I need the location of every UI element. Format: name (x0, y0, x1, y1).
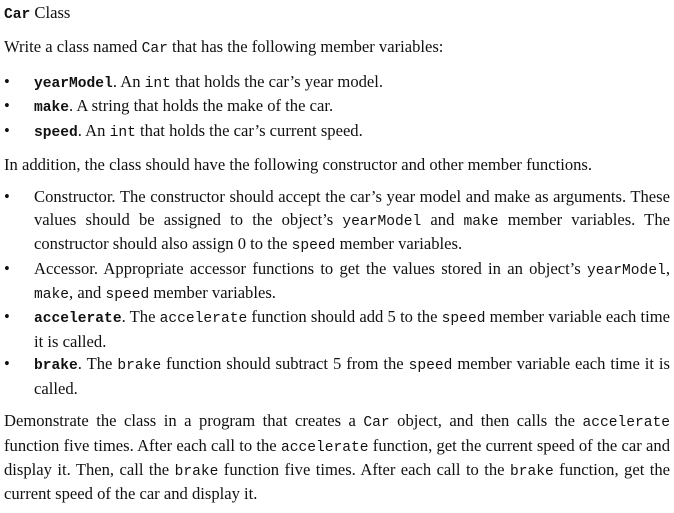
closing-text: Demonstrate the class in a program that creates a (4, 411, 364, 431)
member-type: int (144, 75, 171, 92)
member-text-end: that holds the car’s current speed. (135, 120, 363, 140)
function-text: Appropriate accessor functions to get the values stored in an object’s (98, 258, 588, 278)
code-term: speed (291, 238, 336, 255)
function-label: Constructor. (34, 187, 116, 207)
code-term: speed (408, 358, 453, 375)
bullet-icon: • (4, 354, 10, 374)
code-term: make (34, 287, 70, 304)
function-text: and (421, 209, 464, 229)
code-term: brake (174, 463, 219, 480)
middle-paragraph: In addition, the class should have the following constructor and other member functions. (4, 155, 593, 175)
intro-code: Car (141, 41, 168, 58)
list-item (4, 353, 670, 400)
function-label: brake (34, 358, 78, 375)
bullet-icon: • (4, 307, 10, 327)
function-text: member variables. The constructor should also assign 0 to the (34, 209, 670, 254)
bullet-icon: • (4, 71, 10, 91)
member-text: . An (77, 120, 110, 140)
code-term: accelerate (159, 311, 248, 328)
function-text: member variable each time it is called. (34, 354, 670, 398)
code-term: accelerate (280, 439, 369, 456)
intro-text: Write a class named (4, 37, 142, 57)
title-text: Class (30, 3, 71, 22)
list-item (4, 95, 670, 119)
code-term: brake (509, 463, 554, 480)
function-text: member variable each time it is called. (34, 307, 670, 351)
member-function-list (4, 186, 670, 400)
function-text: , (665, 258, 670, 278)
closing-text: function five times. After each call to the (218, 459, 510, 479)
function-text: , and (69, 283, 106, 303)
closing-text: object, and then calls the (389, 411, 583, 431)
function-label: accelerate (34, 311, 122, 328)
function-text: function should subtract 5 from the (161, 354, 409, 374)
code-term: speed (441, 311, 486, 328)
function-text: The constructor should accept the car’s year model and make as arguments. These values should be assigned to the object’s (34, 187, 670, 229)
code-term: yearModel (587, 262, 666, 279)
bullet-icon: • (4, 258, 10, 278)
member-name: speed (34, 124, 78, 141)
function-text: . The (121, 307, 160, 327)
function-text: member variables. (335, 234, 463, 254)
closing-text: function five times. After each call to the (4, 435, 281, 455)
list-item (4, 186, 670, 257)
code-term: make (463, 213, 499, 230)
closing-text: function, get the current speed of the car and display it. (4, 459, 671, 504)
member-text-end: that holds the car’s year model. (170, 71, 384, 91)
list-item (4, 120, 670, 144)
member-name: make (34, 100, 70, 117)
function-text: member variables. (149, 283, 276, 303)
list-item (4, 71, 670, 95)
function-text: function should add 5 to the (247, 307, 442, 327)
code-term: brake (117, 358, 162, 375)
code-term: accelerate (582, 415, 671, 432)
bullet-icon: • (4, 187, 10, 207)
intro-paragraph (4, 36, 670, 60)
function-text: . The (77, 354, 118, 374)
code-term: speed (105, 287, 150, 304)
list-item (4, 258, 670, 307)
bullet-icon: • (4, 96, 10, 116)
code-term: yearModel (342, 213, 422, 230)
member-name: yearModel (34, 75, 113, 92)
function-label: Accessor. (34, 258, 99, 278)
member-text: . A string that holds the make of the car. (69, 96, 334, 116)
member-variable-list (4, 71, 670, 144)
page-title (4, 2, 670, 26)
member-text: . An (112, 71, 145, 91)
code-term: Car (363, 415, 390, 432)
closing-paragraph (4, 410, 670, 506)
closing-text: function, get the current speed of the car and display it. Then, call the (4, 435, 670, 479)
bullet-icon: • (4, 120, 10, 140)
member-type: int (109, 124, 136, 141)
intro-text-end: that has the following member variables: (167, 37, 444, 57)
title-code: Car (4, 7, 31, 23)
list-item (4, 306, 670, 353)
